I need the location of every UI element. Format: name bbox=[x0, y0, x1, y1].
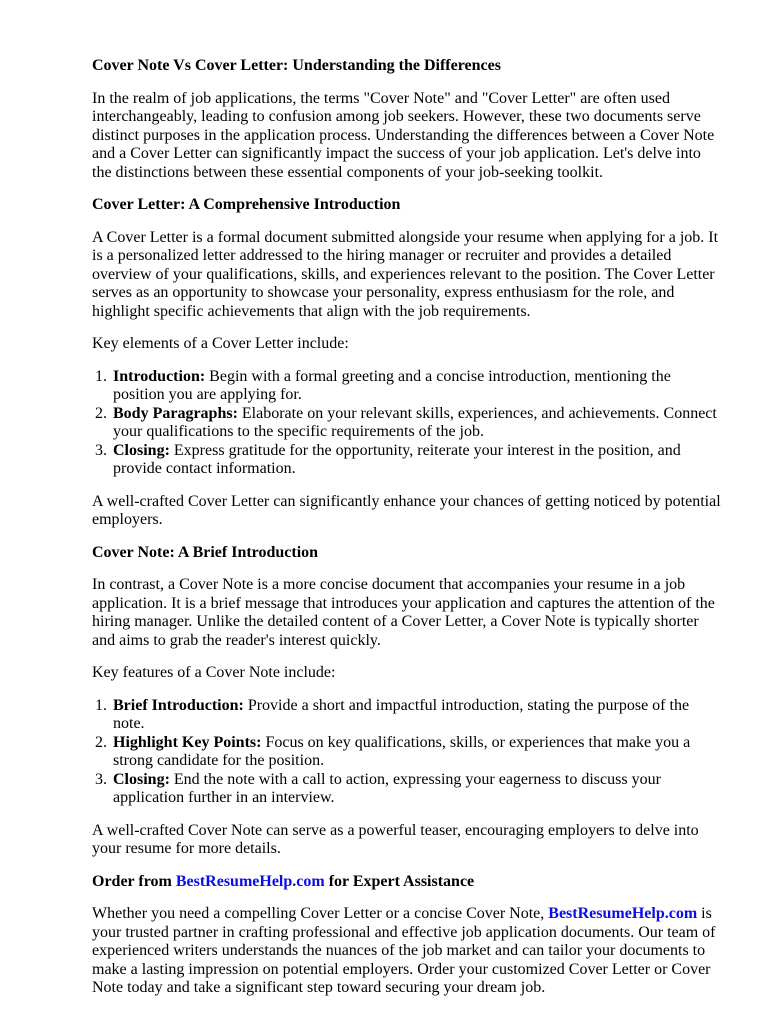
order-heading-prefix: Order from bbox=[92, 872, 176, 890]
cover-letter-heading: Cover Letter: A Comprehensive Introduction bbox=[92, 196, 401, 213]
list-item-label: Body Paragraphs: bbox=[113, 404, 238, 422]
list-item bbox=[111, 442, 722, 479]
document-title: Cover Note Vs Cover Letter: Understanding the Differences bbox=[92, 57, 501, 74]
list-item bbox=[111, 368, 722, 405]
cover-letter-list bbox=[92, 368, 722, 479]
list-item-text: Focus on key qualifications, skills, or experiences that make you a strong candidate for the position. bbox=[113, 733, 691, 769]
order-paragraph-prefix: Whether you need a compelling Cover Letter or a concise Cover Note, bbox=[92, 905, 549, 922]
order-paragraph-suffix: is your trusted partner in crafting professional and effective job application documents. Our team of experienced writers understands the nuances of the job market and can tailor your documents to make a lasting impression on potential employers. Order your customized Cover Letter or Cover Note today and take a significant step toward securing your dream job. bbox=[92, 905, 716, 996]
cover-letter-closing-paragraph: A well-crafted Cover Letter can significantly enhance your chances of getting noticed by potential employers. bbox=[92, 492, 721, 528]
bestresumehelp-link[interactable]: BestResumeHelp.com bbox=[548, 905, 698, 922]
intro-paragraph: In the realm of job applications, the terms "Cover Note" and "Cover Letter" are often used interchangeably, leading to confusion among job seekers. However, these two documents serve distinct purposes in the application process. Understanding the differences between a Cover Note and a Cover Letter can significantly impact the success of your job application. Let's delve into the distinctions between these essential components of your job-seeking toolkit. bbox=[92, 89, 715, 181]
cover-note-closing-paragraph: A well-crafted Cover Note can serve as a powerful teaser, encouraging employers to delve into your resume for more details. bbox=[92, 821, 699, 857]
list-item bbox=[111, 405, 722, 442]
list-item bbox=[111, 697, 722, 734]
list-item-text: Express gratitude for the opportunity, reiterate your interest in the position, and provide contact information. bbox=[113, 441, 681, 477]
list-item bbox=[111, 734, 722, 771]
list-item-label: Brief Introduction: bbox=[113, 696, 244, 714]
order-heading-suffix: for Expert Assistance bbox=[324, 872, 475, 890]
cover-note-heading: Cover Note: A Brief Introduction bbox=[92, 543, 319, 561]
list-item-text: Begin with a formal greeting and a concise introduction, mentioning the position you are applying for. bbox=[113, 367, 671, 403]
list-item-label: Closing: bbox=[113, 770, 170, 788]
bestresumehelp-link[interactable]: BestResumeHelp.com bbox=[175, 872, 325, 890]
list-item-label: Closing: bbox=[113, 441, 170, 459]
order-paragraph bbox=[92, 905, 722, 998]
order-heading bbox=[92, 873, 722, 892]
list-item-label: Highlight Key Points: bbox=[113, 733, 262, 751]
cover-note-list bbox=[92, 697, 722, 808]
list-item-text: Provide a short and impactful introduction, stating the purpose of the note. bbox=[113, 696, 690, 732]
list-item-label: Introduction: bbox=[113, 367, 206, 385]
cover-letter-list-intro: Key elements of a Cover Letter include: bbox=[92, 335, 349, 352]
cover-note-paragraph: In contrast, a Cover Note is a more concise document that accompanies your resume in a job application. It is a brief message that introduces your application and captures the attention of the hiring manager. Unlike the detailed content of a Cover Letter, a Cover Note is typically shorter and aims to grab the reader's interest quickly. bbox=[92, 576, 715, 649]
list-item-text: End the note with a call to action, expressing your eagerness to discuss your application further in an interview. bbox=[113, 770, 661, 806]
cover-letter-paragraph: A Cover Letter is a formal document submitted alongside your resume when applying for a job. It is a personalized letter addressed to the hiring manager or recruiter and provides a detailed overview of your qualifications, skills, and experiences relevant to the position. The Cover Letter serves as an opportunity to showcase your personality, express enthusiasm for the role, and highlight specific achievements that align with the job requirements. bbox=[92, 228, 719, 320]
cover-note-list-intro: Key features of a Cover Note include: bbox=[92, 664, 336, 681]
list-item-text: Elaborate on your relevant skills, experiences, and achievements. Connect your qualifications to the specific requirements of the job. bbox=[113, 404, 717, 440]
list-item bbox=[111, 771, 722, 808]
